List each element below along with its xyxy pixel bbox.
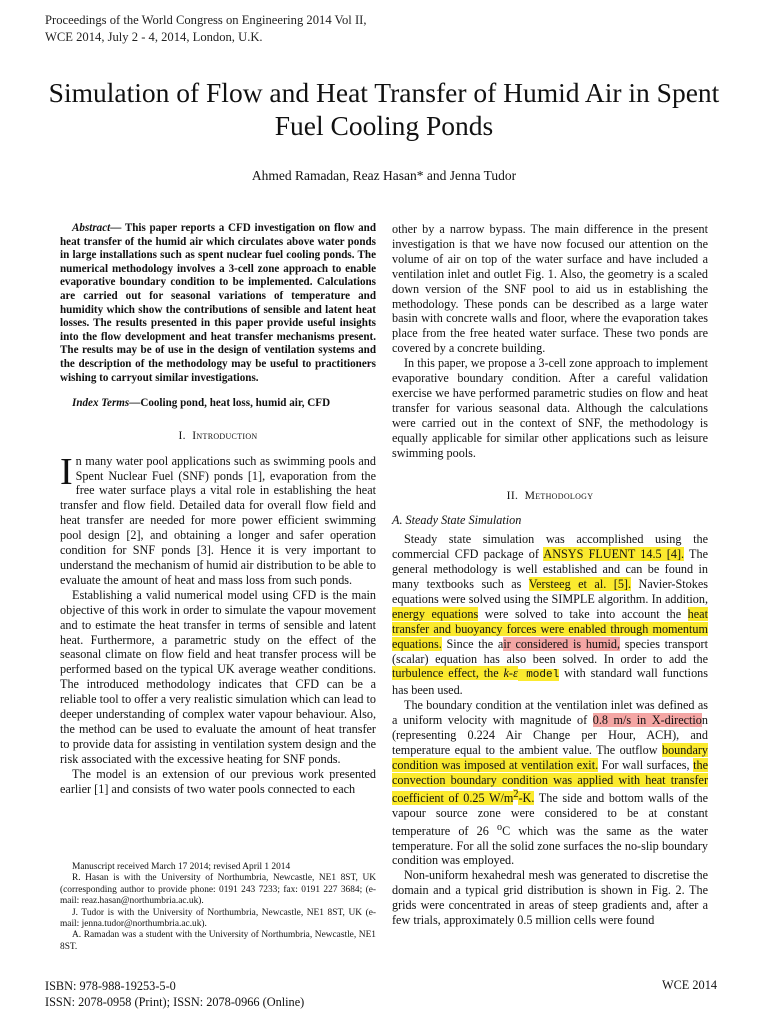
methodology-paragraph-3: Non-uniform hexahedral mesh was generated to discretise the domain and a typical grid distribution is shown in Fig. 2. The grids were concentrated in areas of steep gradients and, after a few trials, approximately 0.5 million cells were found [392,868,708,928]
highlight-model: model [517,669,560,682]
drop-cap: I [60,450,73,493]
methodology-paragraph-1: Steady state simulation was accomplished using the commercial CFD package of ANSYS FLUENT 14.5 [4]. The general methodology is well established and can be found in many textbooks such as Versteeg et al. [5]. Navier-Stokes equations were solved using the SIMPLE algorithm. In addition, energy equations were solved to take into account the heat transfer and buoyancy forces were enabled through momentum equations. Since the air considered is humid, species transport (scalar) equation has also been solved. In order to add the turbulence effect, the k-ε model with standard wall functions has been used. [392,532,708,698]
subsection-heading-steady-state: A. Steady State Simulation [392,513,522,528]
isbn: ISBN: 978-988-19253-5-0 [45,979,176,993]
highlight: the convection boundary condition was applied with heat transfer coefficient of 0.25 W/m [392,757,708,805]
footnote-ramadan: A. Ramadan was a student with the University of Northumbria, Newcastle, NE1 8ST. [60,930,376,952]
left-column [60,222,376,796]
issn: ISSN: 2078-0958 (Print); ISSN: 2078-0966 (Online) [45,995,305,1009]
highlight: ANSYS FLUENT 14.5 [4]. [543,547,685,562]
index-terms-label: Index Terms [72,397,130,410]
footnotes [60,862,376,953]
footer-identifiers [45,978,304,1010]
footnote-tudor: J. Tudor is with the University of Northumbria, Newcastle, NE1 8ST, UK (e-mail: jenna.tudor@northumbria.ac.uk). [60,907,376,930]
paper-title: Simulation of Flow and Heat Transfer of Humid Air in Spent Fuel Cooling Ponds [48,77,720,141]
k-epsilon: k-ε [503,666,518,681]
highlight-red: 0.8 m/s in X-directio [592,713,702,728]
intro-paragraph-4: In this paper, we propose a 3-cell zone approach to implement evaporative boundary condition. After a careful validation exercise we have performed parametric studies on flow and heat transfer for various seasonal data. Although the calculations were carried out in the context of SNF, the methodology is equally applicable for similar other applications such as leisure swimming pools. [392,356,708,460]
footer-conference: WCE 2014 [662,978,717,992]
index-terms [60,397,376,411]
section-heading-introduction: I. Introduction [178,428,258,442]
abstract-text: — This paper reports a CFD investigation on flow and heat transfer of the humid air which circulates above water ponds in large installations such as spent nuclear fuel cooling ponds. The numerical methodology involves a 3-cell zone approach to enable evaporative boundary condition to be implemented. Calculations are carried out for seasonal variations of temperature and humidity which show the contributions of sensible and latent heat losses. The results presented in this paper provide useful insights into the flow development and heat transfer mechanisms present. The results may be of use in the design of ventilation systems and the description of the methodology may be useful to practitioners wishing to carryout similar investigations. [60,222,376,384]
highlight: heat transfer and buoyancy forces were enabled through momentum equations. [392,606,708,651]
footnote-hasan: R. Hasan is with the University of Northumbria, Newcastle, NE1 8ST, UK (corresponding author to provide phone: 0191 243 7233; fax: 0191 227 3684; (e-mail: reaz.hasan@northumbria.ac.uk). [60,873,376,907]
highlight: boundary condition was imposed at ventilation exit. [392,743,708,772]
header-line-1: Proceedings of the World Congress on Engineering 2014 Vol II, [45,13,367,27]
running-header [45,12,366,46]
highlight: Versteeg et al. [5]. [528,577,632,592]
header-line-2: WCE 2014, July 2 - 4, 2014, London, U.K. [45,30,263,44]
abstract [60,222,376,385]
methodology-paragraph-2: The boundary condition at the ventilation inlet was defined as a uniform velocity with magnitude of 0.8 m/s in X-direction (representing 0.224 Air Change per Hour, ACH), and temperature equal to the ambient value. The outflow boundary condition was imposed at ventilation exit. For wall surfaces, the convection boundary condition was applied with heat transfer coefficient of 0.25 $W/m^2-K$. The side and bottom walls of the vapour source zone were considered to be at constant temperature of 26 $^o$C which was the same as the water temperature. For all the solid zone surfaces the no-slip boundary condition was employed. [392,698,708,868]
index-terms-text: —Cooling pond, heat loss, humid air, CFD [129,397,331,410]
right-column [392,222,708,928]
intro-paragraph-1: In many water pool applications such as swimming pools and Spent Nuclear Fuel (SNF) ponds [1], evaporation from the free water surface plays a vital role in establishing the heat transfer and flow field. Detailed data for overall flow field and heat transfer are needed for more power efficient swimming pool design [2], and obtaining a longer and safer operation condition for SNF ponds [3]. Hence it is very important to understand the mechanism of humid air distribution to be able to evaluate the amount of heat and mass loss from such ponds. [60,450,376,587]
intro-paragraph-3: The model is an extension of our previous work presented earlier [1] and consists of two water pools connected to each [60,766,376,796]
footnote-received: Manuscript received March 17 2014; revised April 1 2014 [72,862,291,872]
abstract-label: Abstract [72,222,111,234]
highlight: turbulence effect, the [392,666,504,681]
authors: Ahmed Ramadan, Reaz Hasan* and Jenna Tudor [251,168,517,183]
highlight: energy equations [392,606,479,621]
intro-paragraph-2: Establishing a valid numerical model using CFD is the main objective of this work in order to simulate the vapour movement and to estimate the heat transfer in terms of sensible and latent heat. Furthermore, a parametric study on the effect of the seasonal climate on flow field and heat transfer process will be performed based on the typical UK average weather conditions. The introduced methodology indicates that CFD can be a reliable tool to offer a very realistic simulation which can lead to deeper understanding of complex water vapour behaviour. Also, the method can be used to evaluate the amount of heat transfer to provide data for assisting in ventilation system design and the risk associated with the excessive heating for SNF ponds. [60,587,376,766]
highlight-red: ir considered is humid, [503,636,621,651]
intro-paragraph-3-continued: other by a narrow bypass. The main difference in the present investigation is that we have now focused our attention on the volume of air on top of the water surface and have included a ventilation inlet and outlet Fig. 1. Also, the geometry is a scaled down version of the SNF pool to aid us in establishing the methodology. These ponds can be described as a large water basin with concrete walls and floor, where the evaporation takes place from the free heated water surface. These two ponds are covered by a concrete building. [392,222,708,356]
section-heading-methodology: II. Methodology [506,488,594,502]
